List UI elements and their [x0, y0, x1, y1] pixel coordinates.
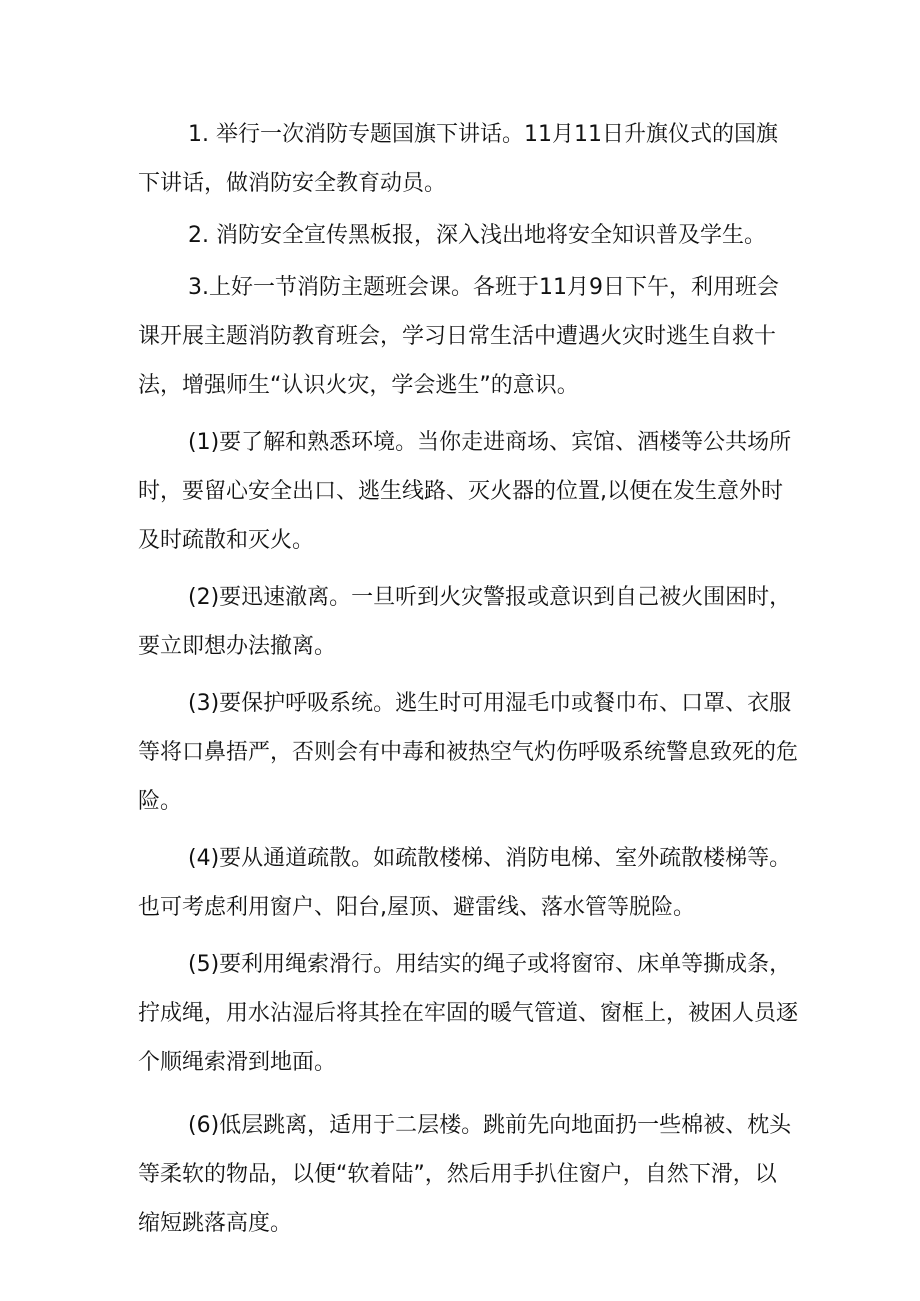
paragraph-2: 2. 消防安全宣传黑板报，深入浅出地将安全知识普及学生。: [188, 223, 766, 248]
paragraph-1: 1. 举行一次消防专题国旗下讲话。11月11日升旗仪式的国旗下讲话，做消防安全教育动员。: [138, 122, 778, 196]
paragraph-8: (5)要利用绳索滑行。用结实的绳子或将窗帘、床单等撕成条，拧成绳，用水沾湿后将其拴在牢固的暖气管道、窗框上，被困人员逐个顺绳索滑到地面。: [138, 952, 799, 1075]
paragraph-7: (4)要从通道疏散。如疏散楼梯、消防电梯、室外疏散楼梯等。也可考虑利用窗户、阳台,屋顶、避雷线、落水管等脱险。: [138, 846, 792, 920]
paragraph-3: 3.上好一节消防主题班会课。各班于11月9日下午，利用班会课开展主题消防教育班会，学习日常生活中遭遇火灾时逃生自救十法，增强师生“认识火灾，学会逃生”的意识。: [138, 275, 779, 398]
paragraph-4: (1)要了解和熟悉环境。当你走进商场、宾馆、酒楼等公共场所时，要留心安全出口、逃生线路、灭火器的位置,以便在发生意外时及时疏散和灭火。: [138, 430, 792, 553]
paragraph-5: (2)要迅速澈离。一旦听到火灾警报或意识到自己被火围困时，要立即想办法撤离。: [138, 585, 792, 659]
document-body: [138, 110, 798, 1248]
paragraph-9: (6)低层跳离，适用于二层楼。跳前先向地面扔一些棉被、枕头等柔软的物品，以便“软着陆”，然后用手扒住窗户，自然下滑，以缩短跳落高度。: [138, 1113, 792, 1236]
paragraph-6: (3)要保护呼吸系统。逃生时可用湿毛巾或餐巾布、口罩、衣服等将口鼻捂严，否则会有中毒和被热空气灼伤呼吸系统警息致死的危险。: [138, 691, 799, 814]
